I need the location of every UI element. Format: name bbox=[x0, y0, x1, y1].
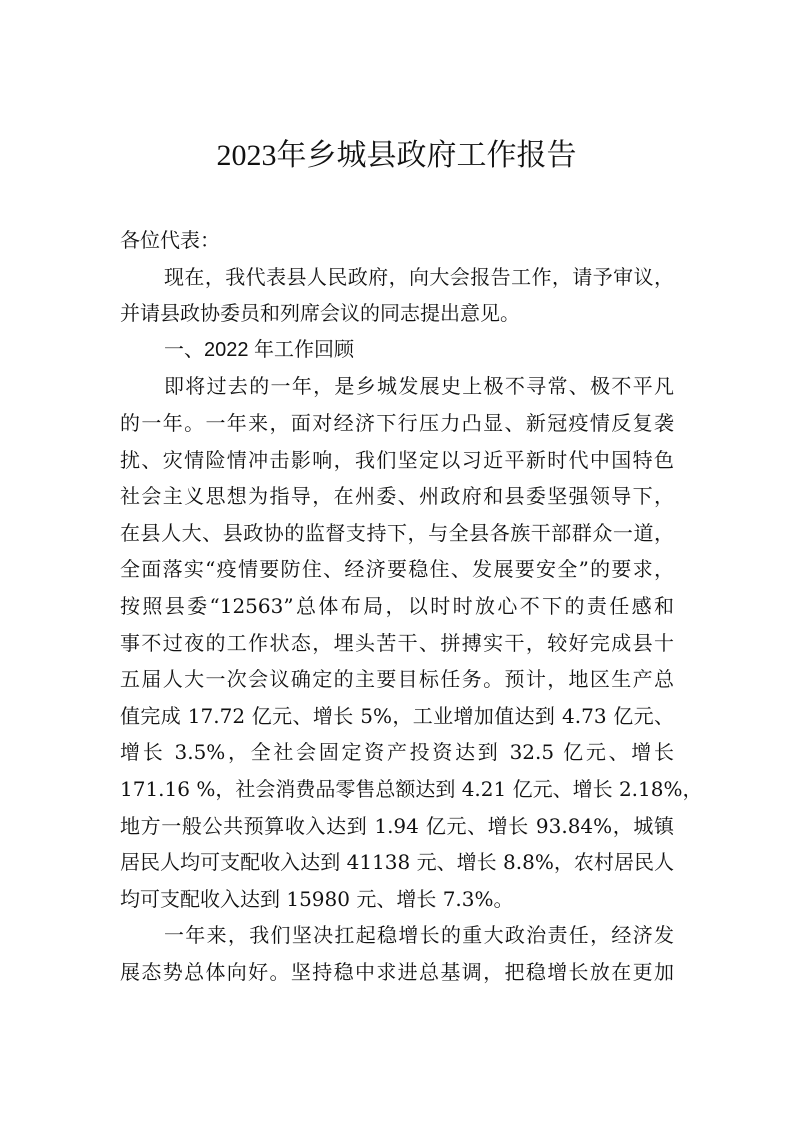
paragraph-line: 全面落实“疫情要防住、经济要稳住、发展要安全”的要求， bbox=[120, 557, 674, 582]
salutation: 各位代表： bbox=[120, 228, 220, 252]
paragraph-line: 增长 3.5%，全社会固定资产投资达到 32.5 亿元、增长 bbox=[120, 740, 674, 765]
paragraph-line: 展态势总体向好。坚持稳中求进总基调，把稳增长放在更加 bbox=[120, 959, 674, 984]
paragraph-line: 按照县委“12563”总体布局，以时时放心不下的责任感和 bbox=[120, 593, 674, 618]
paragraph-line: 值完成 17.72 亿元、增长 5%，工业增加值达到 4.73 亿元、 bbox=[120, 703, 674, 728]
paragraph-line: 一年来，我们坚决扛起稳增长的重大政治责任，经济发 bbox=[164, 923, 674, 948]
paragraph-line: 五届人大一次会议确定的主要目标任务。预计，地区生产总 bbox=[120, 667, 674, 692]
paragraph-line: 现在，我代表县人民政府，向大会报告工作，请予审议， bbox=[164, 264, 674, 289]
paragraph-line: 扰、灾情险情冲击影响，我们坚定以习近平新时代中国特色 bbox=[120, 447, 674, 472]
section-heading: 一、2022 年工作回顾 bbox=[164, 338, 355, 361]
paragraph-line: 并请县政协委员和列席会议的同志提出意见。 bbox=[120, 301, 520, 326]
paragraph-line: 事不过夜的工作状态，埋头苦干、拼搏实干，较好完成县十 bbox=[120, 630, 674, 655]
paragraph-line: 地方一般公共预算收入达到 1.94 亿元、增长 93.84%，城镇 bbox=[120, 813, 674, 838]
paragraph-line: 居民人均可支配收入达到 41138 元、增长 8.8%，农村居民人 bbox=[120, 850, 674, 875]
page-title: 2023年乡城县政府工作报告 bbox=[216, 139, 577, 172]
paragraph-line: 171.16 %，社会消费品零售总额达到 4.21 亿元、增长 2.18%， bbox=[120, 776, 703, 801]
paragraph-line: 均可支配收入达到 15980 元、增长 7.3%。 bbox=[120, 886, 514, 911]
document-body bbox=[120, 222, 703, 990]
paragraph-line: 在县人大、县政协的监督支持下，与全县各族干部群众一道， bbox=[120, 520, 674, 545]
paragraph-line: 社会主义思想为指导，在州委、州政府和县委坚强领导下， bbox=[120, 484, 674, 509]
paragraph-line: 的一年。一年来，面对经济下行压力凸显、新冠疫情反复袭 bbox=[120, 410, 674, 435]
paragraph-line: 即将过去的一年，是乡城发展史上极不寻常、极不平凡 bbox=[164, 374, 674, 399]
